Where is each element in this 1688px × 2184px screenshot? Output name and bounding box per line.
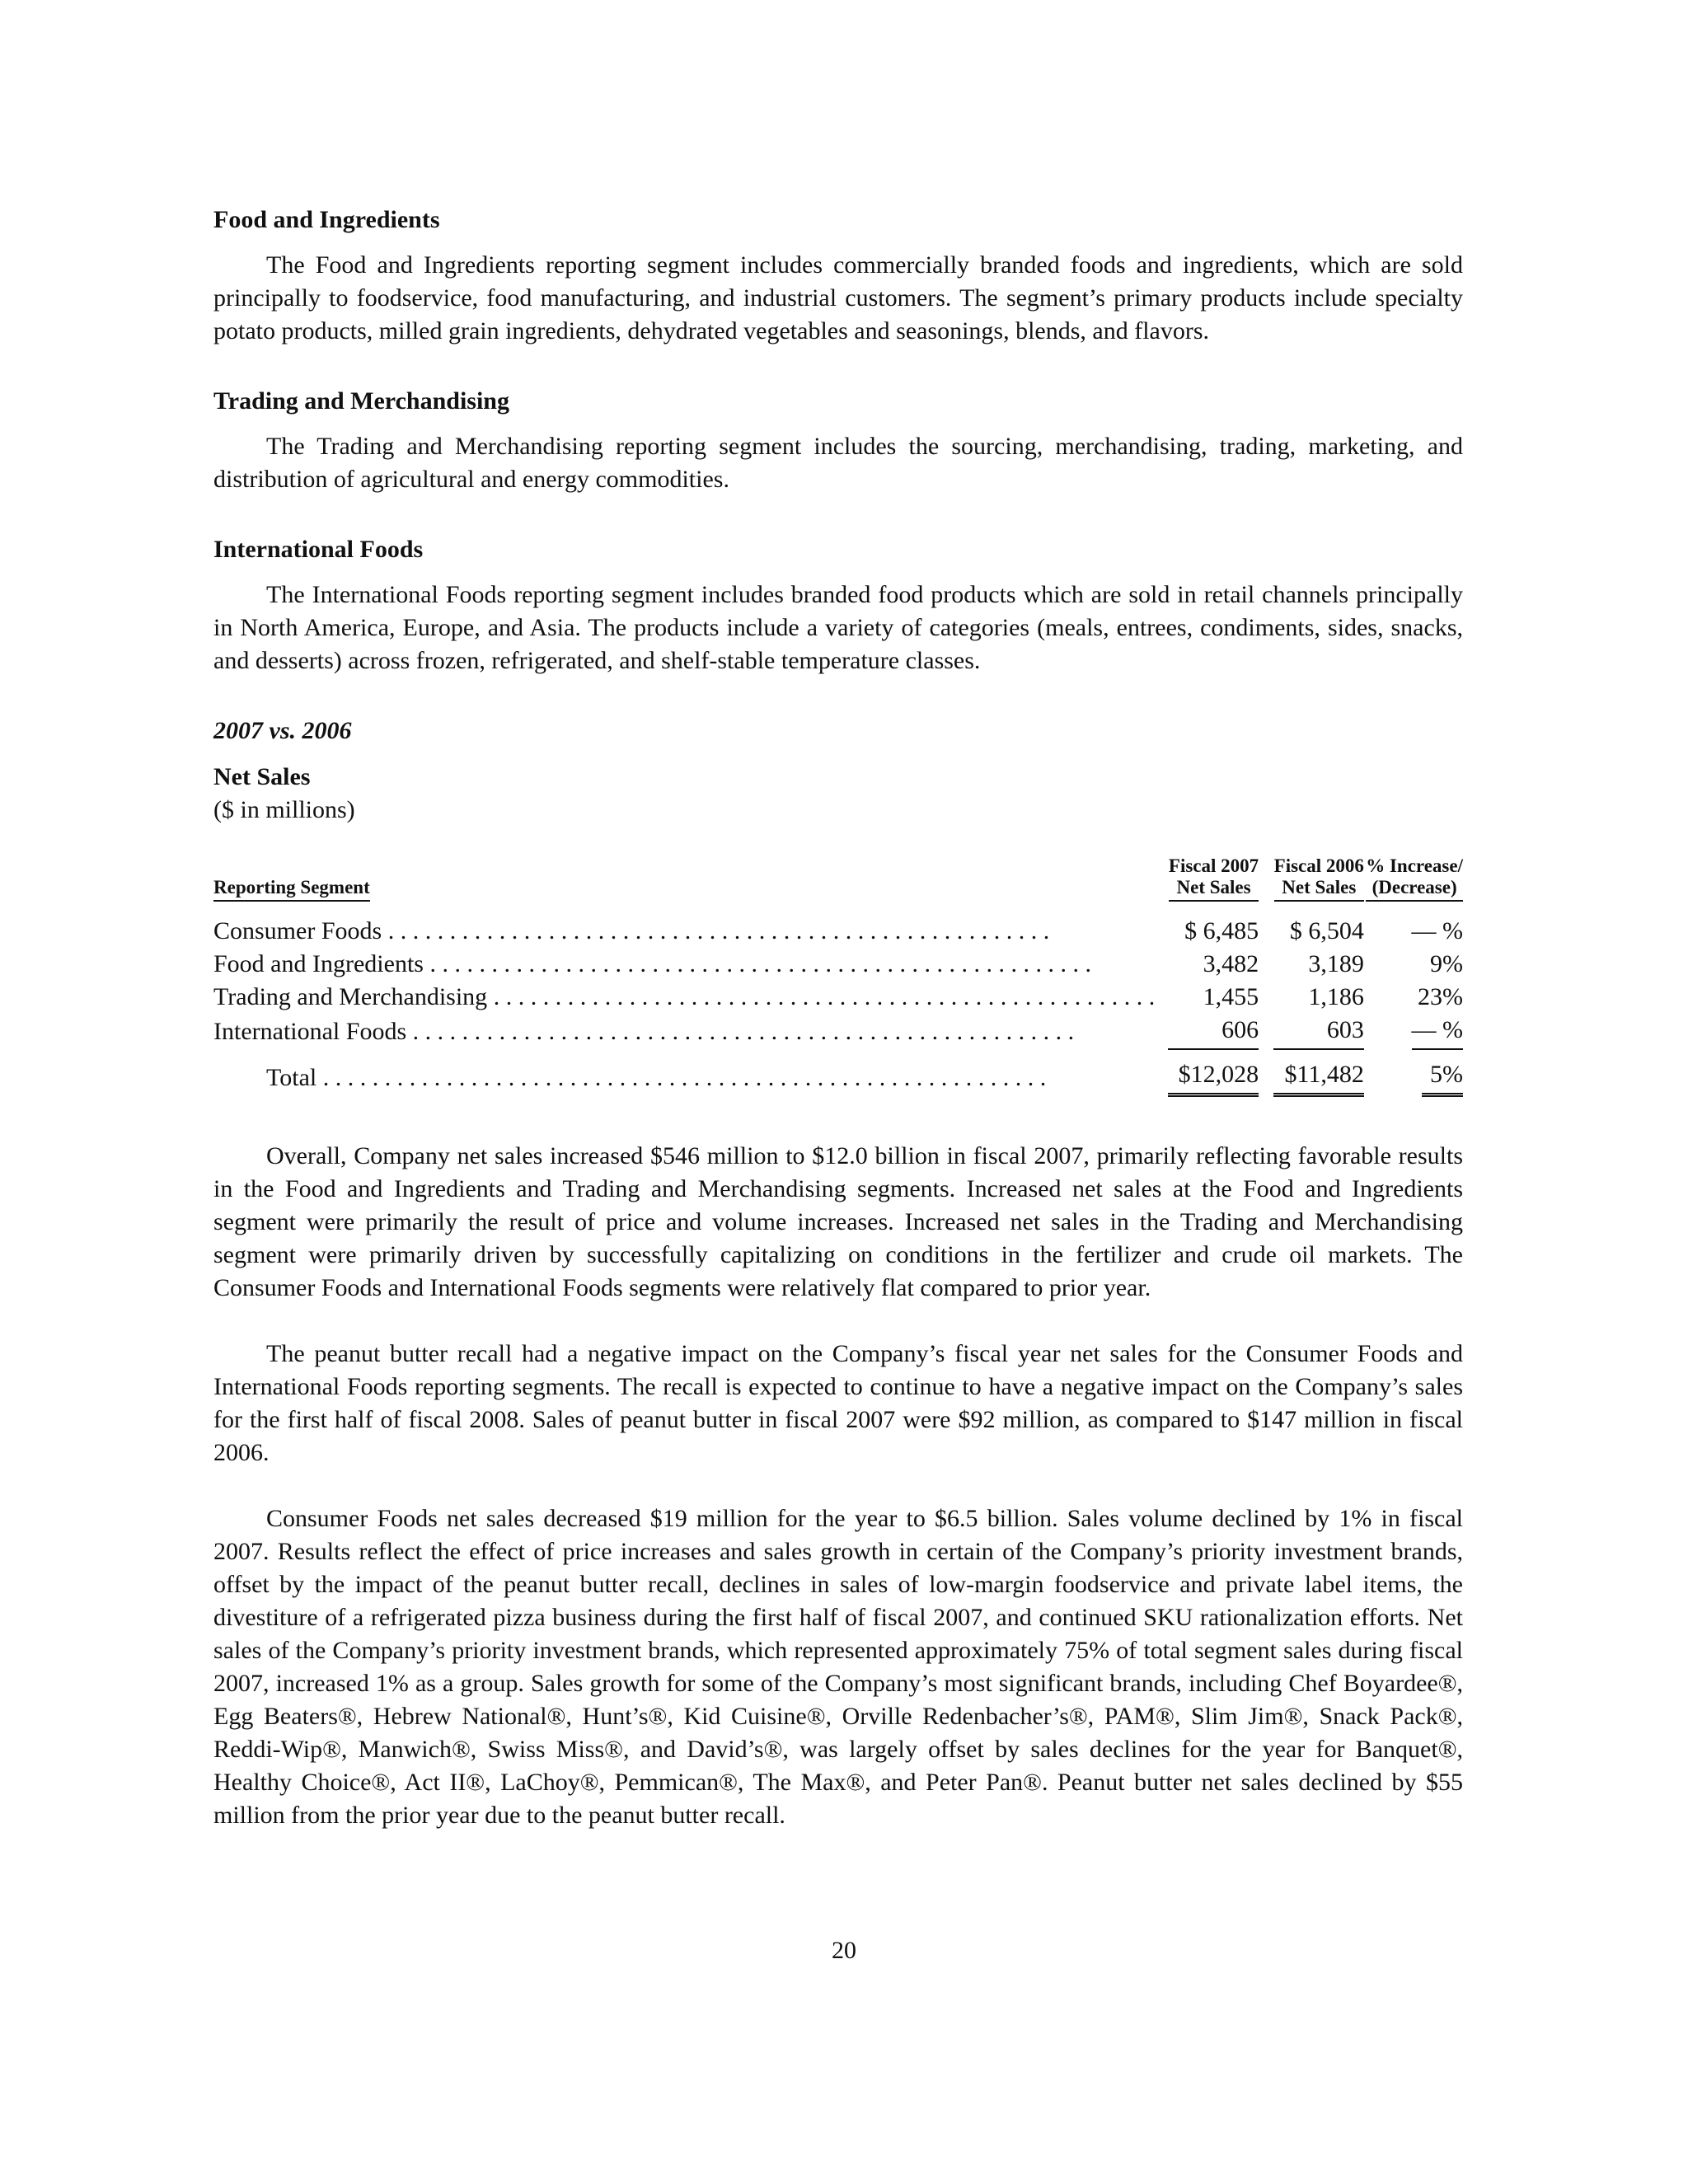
table-row bbox=[213, 1014, 1463, 1050]
net-sales-title: Net Sales bbox=[213, 763, 311, 790]
section-paragraph: The Trading and Merchandising reporting segment includes the sourcing, merchandising, trading, marketing, and distribution of agricultural and energy commodities. bbox=[213, 433, 1463, 493]
header-pct-change: % Increase/ (Decrease) bbox=[1364, 855, 1463, 907]
body-paragraph: The peanut butter recall had a negative impact on the Company’s fiscal year net sales for the Consumer Foods and International Foods reporting segments. The recall is expected to continue to have a negative impact on the Company’s sales for the first half of fiscal 2008. Sales of peanut butter in fiscal 2007 were $92 million, as compared to $147 million in fiscal 2006. bbox=[213, 1340, 1463, 1466]
section-heading: Trading and Merchandising bbox=[213, 387, 509, 415]
cell-fy2007-total: $12,028 bbox=[1155, 1050, 1259, 1097]
table-header-row bbox=[213, 855, 1463, 907]
cell-pct: 9% bbox=[1430, 950, 1463, 977]
cell-pct: — % bbox=[1364, 1014, 1463, 1050]
row-label: Food and Ingredients . . . . . . . . . . . . . . . . . . . . . . . . . . . . . . . . . . . . . . . . . . . . . . . . . . . . . . bbox=[213, 950, 1091, 977]
header-segment: Reporting Segment bbox=[213, 855, 1155, 907]
page-number: 20 bbox=[832, 1937, 856, 1964]
cell-pct-total: 5% bbox=[1364, 1050, 1463, 1097]
table-total-row bbox=[213, 1050, 1463, 1097]
cell-pct: — % bbox=[1411, 917, 1463, 944]
cell-fy2006: 3,189 bbox=[1308, 950, 1364, 977]
header-fy2006: Fiscal 2006 Net Sales bbox=[1259, 855, 1364, 907]
section-international-foods bbox=[213, 534, 1463, 677]
row-label: Total . . . . . . . . . . . . . . . . . . . . . . . . . . . . . . . . . . . . . . . . . . . . . . . . . . . . . . . . . . . bbox=[266, 1063, 1047, 1091]
cell-pct: 23% bbox=[1418, 983, 1463, 1010]
header-fy2007: Fiscal 2007 Net Sales bbox=[1155, 855, 1259, 907]
comparison-heading: 2007 vs. 2006 bbox=[213, 717, 352, 744]
cell-fy2006: $ 6,504 bbox=[1289, 917, 1364, 944]
body-paragraph: Consumer Foods net sales decreased $19 million for the year to $6.5 billion. Sales volume declined by 1% in fiscal 2007. Results reflect the effect of price increases and sales growth in certain of the Company’s priority investment brands, offset by the impact of the peanut butter recall, declines in sales of low-margin foodservice and private label items, the divestiture of a refrigerated pizza business during the first half of fiscal 2007, and continued SKU rationalization efforts. Net sales of the Company’s priority investment brands, which represented approximately 75% of total segment sales during fiscal 2007, increased 1% as a group. Sales growth for some of the Company’s most significant brands, including Chef Boyardee®, Egg Beaters®, Hebrew National®, Hunt’s®, Kid Cuisine®, Orville Redenbacher’s®, PAM®, Slim Jim®, Snack Pack®, Reddi-Wip®, Manwich®, Swiss Miss®, and David’s®, was largely offset by sales declines for the year for Banquet®, Healthy Choice®, Act II®, LaChoy®, Pemmican®, The Max®, and Peter Pan®. Peanut butter net sales declined by $55 million from the prior year due to the peanut butter recall. bbox=[213, 1505, 1463, 1829]
cell-fy2006: 1,186 bbox=[1308, 983, 1364, 1010]
net-sales-table bbox=[213, 855, 1463, 1097]
section-food-ingredients bbox=[213, 204, 1463, 348]
cell-fy2007: 3,482 bbox=[1203, 950, 1259, 977]
cell-fy2006-total: $11,482 bbox=[1259, 1050, 1364, 1097]
section-paragraph: The International Foods reporting segment includes branded food products which are sold in retail channels principally in North America, Europe, and Asia. The products include a variety of categories (meals, entrees, condiments, sides, snacks, and desserts) across frozen, refrigerated, and shelf-stable temperature classes. bbox=[213, 581, 1463, 674]
page-content bbox=[213, 204, 1463, 1865]
cell-fy2006: 603 bbox=[1259, 1014, 1364, 1050]
table-row bbox=[213, 981, 1463, 1014]
row-label: Consumer Foods . . . . . . . . . . . . . . . . . . . . . . . . . . . . . . . . . . . . . . . . . . . . . . . . . . . . . . bbox=[213, 917, 1050, 944]
body-text bbox=[213, 1140, 1463, 1832]
section-heading: International Foods bbox=[213, 536, 424, 563]
section-paragraph: The Food and Ingredients reporting segment includes commercially branded foods and ingredients, which are sold principally to foodservice, food manufacturing, and industrial customers. The segment’s primary products include specialty potato products, milled grain ingredients, dehydrated vegetables and seasonings, blends, and flavors. bbox=[213, 251, 1463, 344]
row-label: International Foods . . . . . . . . . . . . . . . . . . . . . . . . . . . . . . . . . . . . . . . . . . . . . . . . . . . . . . bbox=[213, 1018, 1075, 1045]
body-paragraph: Overall, Company net sales increased $546 million to $12.0 billion in fiscal 2007, primarily reflecting favorable results in the Food and Ingredients and Trading and Merchandising segments. Increased net sales at the Food and Ingredients segment were primarily the result of price and volume increases. Increased net sales in the Trading and Merchandising segment were primarily driven by successfully capitalizing on conditions in the fertilizer and crude oil markets. The Consumer Foods and International Foods segments were relatively flat compared to prior year. bbox=[213, 1142, 1463, 1301]
cell-fy2007: 1,455 bbox=[1203, 983, 1259, 1010]
cell-fy2007: $ 6,485 bbox=[1184, 917, 1259, 944]
net-sales-units: ($ in millions) bbox=[213, 796, 355, 823]
section-heading: Food and Ingredients bbox=[213, 206, 440, 233]
section-trading-merchandising bbox=[213, 386, 1463, 496]
row-label: Trading and Merchandising . . . . . . . . . . . . . . . . . . . . . . . . . . . . . . . . . . . . . . . . . . . . . . . . . . . . . . bbox=[213, 983, 1156, 1010]
table-row bbox=[213, 948, 1463, 981]
table-row bbox=[213, 907, 1463, 948]
cell-fy2007: 606 bbox=[1155, 1014, 1259, 1050]
